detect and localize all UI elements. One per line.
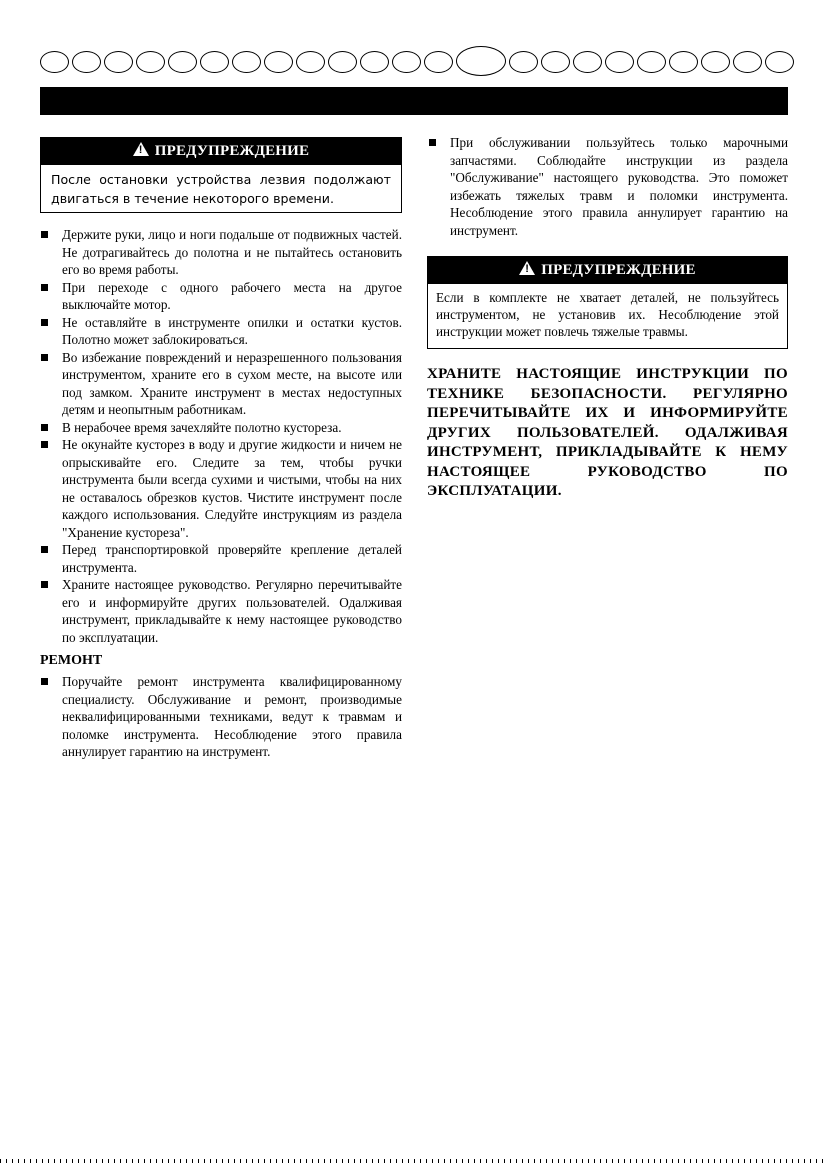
warning-box-missing-parts (427, 256, 788, 349)
language-oval (509, 51, 538, 73)
list-item (40, 314, 402, 349)
bullet-square-icon (41, 546, 48, 553)
language-oval-active (456, 46, 506, 76)
bullet-square-icon (41, 231, 48, 238)
list-item (428, 134, 788, 239)
language-oval (637, 51, 666, 73)
language-oval (136, 51, 165, 73)
warning-box-stopping-blades (40, 137, 402, 213)
bullet-square-icon (41, 284, 48, 291)
warning-text: Если в комплекте не хватает деталей, не пользуйтесь инструментом, не установив их. Несоблюдение этой инструкции может повлечь тяжелые травмы. (436, 290, 779, 339)
bullet-square-icon (429, 139, 436, 146)
list-item-text: При обслуживании пользуйтесь только марочными запчастями. Соблюдайте инструкции из раздела "Обслуживание" настоящего руководства. Это поможет избежать тяжелых травм и поломки инструмента. Несоблюдение этого правила аннулирует гарантию на инструмент. (450, 135, 788, 238)
language-oval (104, 51, 133, 73)
list-item (40, 436, 402, 541)
list-item (40, 226, 402, 279)
language-oval (541, 51, 570, 73)
language-oval (200, 51, 229, 73)
bullet-square-icon (41, 441, 48, 448)
list-item-text: Поручайте ремонт инструмента квалифицированному специалисту. Обслуживание и ремонт, производимые неквалифицированными техниками, ведут к травмам и поломке инструмента. Несоблюдение этого правила аннулирует гарантию на инструмент. (62, 674, 402, 759)
bullet-square-icon (41, 424, 48, 431)
list-item (40, 576, 402, 646)
list-item (40, 349, 402, 419)
language-oval (605, 51, 634, 73)
language-oval (392, 51, 421, 73)
language-oval (669, 51, 698, 73)
keep-instructions-notice: ХРАНИТЕ НАСТОЯЩИЕ ИНСТРУКЦИИ ПО ТЕХНИКЕ БЕЗОПАСНОСТИ. РЕГУЛЯРНО ПЕРЕЧИТЫВАЙТЕ ИХ И ИНФОРМИРУЙТЕ ДРУГИХ ПОЛЬЗОВАТЕЛЕЙ. ОДАЛЖИВАЯ ИНСТРУМЕНТ, ПРИКЛАДЫВАЙТЕ К НЕМУ НАСТОЯЩЕЕ РУКОВОДСТВО ПО ЭКСПЛУАТАЦИИ. (427, 366, 788, 499)
warning-header (428, 257, 787, 284)
language-oval (72, 51, 101, 73)
list-item-text: Храните настоящее руководство. Регулярно перечитывайте его и информируйте других пользователей. Одалживая инструмент, прикладывайте к нему настоящее руководство по эксплуатации. (62, 577, 402, 645)
warning-title: ПРЕДУПРЕЖДЕНИЕ (154, 143, 310, 159)
list-item-text: Перед транспортировкой проверяйте крепление деталей инструмента. (62, 542, 402, 575)
language-oval (168, 51, 197, 73)
safety-bullet-list (40, 226, 402, 646)
list-item-text: Не оставляйте в инструменте опилки и остатки кустов. Полотно может заблокироваться. (62, 314, 402, 347)
language-oval (701, 51, 730, 73)
language-oval (328, 51, 357, 73)
warning-triangle-icon (133, 142, 149, 156)
language-oval (765, 51, 794, 73)
list-item (40, 541, 402, 576)
header-band (40, 87, 788, 115)
language-oval (573, 51, 602, 73)
warning-text: После остановки устройства лезвия подолжают двигаться в течение некоторого времени. (51, 172, 391, 206)
list-item-text: Во избежание повреждений и неразрешенного пользования инструментом, храните его в сухом месте, на высоте или под замком. Храните инструмент в местах недоступных детям и неопытным работникам. (62, 349, 402, 417)
language-oval (360, 51, 389, 73)
service-bullet-list (428, 134, 788, 239)
language-oval (296, 51, 325, 73)
list-item-text: В нерабочее время зачехляйте полотно кустореза. (62, 419, 342, 435)
repair-bullet-list (40, 673, 402, 761)
page-bottom-rule (0, 1159, 823, 1163)
warning-header (41, 138, 401, 165)
bullet-square-icon (41, 678, 48, 685)
repair-heading: РЕМОНТ (40, 653, 103, 668)
list-item (40, 673, 402, 761)
list-item (40, 419, 402, 437)
language-oval (264, 51, 293, 73)
language-oval (424, 51, 453, 73)
language-selector (40, 48, 788, 78)
language-oval (733, 51, 762, 73)
list-item-text: При переходе с одного рабочего места на другое выключайте мотор. (62, 279, 402, 312)
bullet-square-icon (41, 319, 48, 326)
list-item-text: Не окунайте кусторез в воду и другие жидкости и ничем не опрыскивайте его. Следите за тем, чтобы ручки инструмента были всегда сухими и чистыми, чтобы на них не оставалось обрезков кустов. Чистите инструмент после каждого использования. Следуйте инструкциям из раздела "Хранение кустореза". (62, 437, 402, 540)
language-oval (232, 51, 261, 73)
language-oval (40, 51, 69, 73)
bullet-square-icon (41, 354, 48, 361)
warning-title: ПРЕДУПРЕЖДЕНИЕ (541, 262, 696, 278)
warning-triangle-icon (519, 261, 535, 275)
list-item (40, 279, 402, 314)
bullet-square-icon (41, 581, 48, 588)
list-item-text: Держите руки, лицо и ноги подальше от подвижных частей. Не дотрагивайтесь до полотна и не пытайтесь остановить его во время работы. (62, 227, 402, 277)
